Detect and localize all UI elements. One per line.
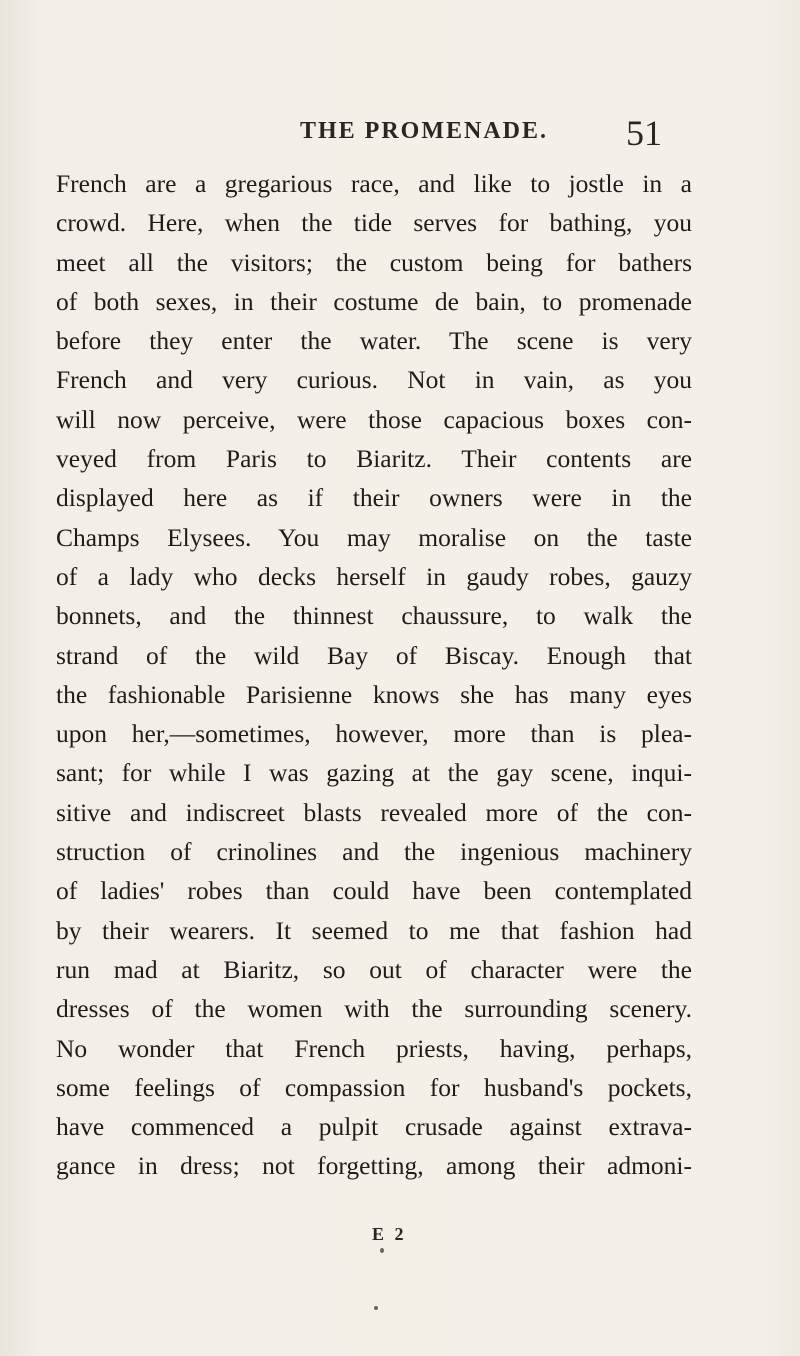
text-line: strand of the wild Bay of Biscay. Enough that [56, 640, 692, 670]
text-line: run mad at Biaritz, so out of character were the [56, 954, 692, 984]
text-line: of both sexes, in their costume de bain, to promenade [56, 286, 692, 316]
text-line: by their wearers. It seemed to me that fashion had [56, 915, 692, 945]
text-line: some feelings of compassion for husband's pockets, [56, 1072, 692, 1102]
text-line: No wonder that French priests, having, perhaps, [56, 1033, 692, 1063]
text-line: meet all the visitors; the custom being for bathers [56, 247, 692, 277]
signature-mark: E 2 [372, 1224, 407, 1244]
text-line: before they enter the water. The scene is very [56, 326, 692, 356]
running-head-title: THE PROMENADE. [300, 118, 549, 144]
paper-speck [380, 1248, 384, 1253]
text-line: displayed here as if their owners were in the [56, 483, 692, 513]
text-line: crowd. Here, when the tide serves for bathing, you [56, 208, 692, 238]
text-line: have commenced a pulpit crusade against extrava- [56, 1112, 692, 1142]
text-line: upon her,—sometimes, however, more than is plea- [56, 719, 692, 749]
text-line: of ladies' robes than could have been contemplated [56, 876, 692, 906]
page-number: 51 [626, 113, 662, 153]
text-line: gance in dress; not forgetting, among their admoni- [56, 1151, 692, 1181]
text-line: will now perceive, were those capacious boxes con- [56, 404, 692, 434]
paper-speck [374, 1306, 378, 1310]
text-line: veyed from Paris to Biaritz. Their contents are [56, 444, 692, 474]
running-head [0, 112, 800, 152]
text-line: sant; for while I was gazing at the gay scene, inqui- [56, 758, 692, 788]
text-line: Champs Elysees. You may moralise on the taste [56, 522, 692, 552]
text-line: bonnets, and the thinnest chaussure, to walk the [56, 601, 692, 631]
text-line: French and very curious. Not in vain, as you [56, 365, 692, 395]
text-line: dresses of the women with the surrounding scenery. [56, 994, 692, 1024]
text-line: struction of crinolines and the ingenious machinery [56, 837, 692, 867]
text-line: the fashionable Parisienne knows she has many eyes [56, 679, 692, 709]
text-line: French are a gregarious race, and like to jostle in a [56, 169, 692, 198]
body-text [56, 164, 692, 1186]
text-line: sitive and indiscreet blasts revealed more of the con- [56, 797, 692, 827]
text-line: of a lady who decks herself in gaudy robes, gauzy [56, 561, 692, 591]
